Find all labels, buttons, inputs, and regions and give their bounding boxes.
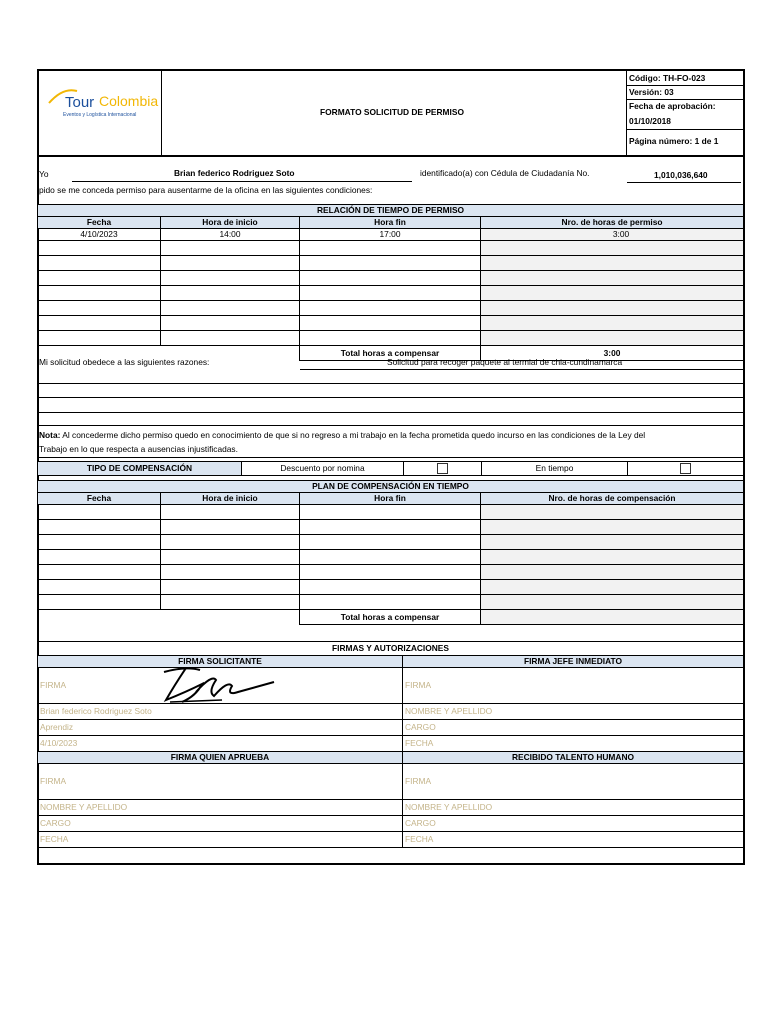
aprueba-cargo[interactable]: CARGO bbox=[38, 816, 403, 832]
permiso-section-title: RELACIÓN DE TIEMPO DE PERMISO bbox=[38, 205, 744, 217]
aprueba-firma-cell[interactable]: FIRMA bbox=[38, 764, 403, 800]
table-row bbox=[38, 520, 744, 535]
empty-cell[interactable] bbox=[161, 580, 300, 595]
razones-value[interactable]: Solicitud para recoger paquete al termial de chia-cundinamarca bbox=[387, 357, 623, 367]
svg-text:Colombia: Colombia bbox=[99, 93, 159, 109]
applicant-name: Brian federico Rodriguez Soto bbox=[174, 168, 295, 178]
empty-cell[interactable] bbox=[481, 256, 744, 271]
table-row bbox=[38, 316, 744, 331]
cell-nro-horas[interactable]: 3:00 bbox=[481, 229, 744, 241]
cell-fecha[interactable]: 4/10/2023 bbox=[38, 229, 161, 241]
table-row bbox=[38, 241, 744, 256]
empty-cell[interactable] bbox=[300, 301, 481, 316]
logo-cell bbox=[39, 71, 162, 155]
empty-cell[interactable] bbox=[161, 505, 300, 520]
version: Versión: 03 bbox=[629, 87, 674, 97]
col-fecha: Fecha bbox=[38, 217, 161, 229]
empty-cell[interactable] bbox=[38, 241, 161, 256]
descuento-checkbox[interactable] bbox=[437, 463, 448, 474]
talento-humano-title: RECIBIDO TALENTO HUMANO bbox=[403, 752, 744, 764]
empty-cell[interactable] bbox=[481, 301, 744, 316]
tipo-compensacion-label: TIPO DE COMPENSACIÓN bbox=[38, 462, 242, 476]
jefe-firma-label: FIRMA bbox=[405, 680, 432, 690]
empty-cell[interactable] bbox=[300, 256, 481, 271]
empty-cell[interactable] bbox=[300, 505, 481, 520]
empty-cell[interactable] bbox=[161, 301, 300, 316]
table-row bbox=[38, 595, 744, 610]
plan-section-title: PLAN DE COMPENSACIÓN EN TIEMPO bbox=[38, 481, 744, 493]
empty-cell[interactable] bbox=[161, 550, 300, 565]
empty-cell[interactable] bbox=[38, 580, 161, 595]
permiso-table bbox=[37, 204, 744, 361]
empty-cell[interactable] bbox=[481, 241, 744, 256]
empty-cell[interactable] bbox=[481, 316, 744, 331]
empty-cell[interactable] bbox=[481, 286, 744, 301]
empty-cell[interactable] bbox=[300, 595, 481, 610]
empty-cell[interactable] bbox=[38, 505, 161, 520]
plan-col-hora-fin: Hora fin bbox=[300, 493, 481, 505]
empty-cell[interactable] bbox=[481, 535, 744, 550]
empty-cell[interactable] bbox=[300, 580, 481, 595]
talento-firma-cell[interactable]: FIRMA bbox=[403, 764, 744, 800]
permiso-total-value[interactable]: 3:00 bbox=[481, 346, 744, 361]
empty-cell[interactable] bbox=[300, 286, 481, 301]
empty-cell[interactable] bbox=[38, 520, 161, 535]
empty-cell[interactable] bbox=[38, 535, 161, 550]
opt-tiempo-label: En tiempo bbox=[482, 462, 628, 476]
nota-text bbox=[39, 431, 645, 439]
svg-text:Tour: Tour bbox=[65, 94, 95, 111]
compensacion-table bbox=[37, 461, 744, 476]
cedula-number: 1,010,036,640 bbox=[654, 170, 708, 180]
sol-nombre[interactable]: Brian federico Rodriguez Soto bbox=[38, 704, 403, 720]
empty-cell[interactable] bbox=[481, 505, 744, 520]
pido-text: pido se me conceda permiso para ausentarme de la oficina en las siguientes condiciones: bbox=[39, 185, 373, 195]
aprueba-nombre[interactable]: NOMBRE Y APELLIDO bbox=[38, 800, 403, 816]
empty-cell[interactable] bbox=[300, 565, 481, 580]
empty-cell[interactable] bbox=[300, 271, 481, 286]
empty-cell[interactable] bbox=[481, 520, 744, 535]
talento-nombre[interactable]: NOMBRE Y APELLIDO bbox=[403, 800, 744, 816]
empty-cell[interactable] bbox=[161, 316, 300, 331]
fecha-aprobacion: 01/10/2018 bbox=[629, 116, 671, 126]
empty-cell[interactable] bbox=[38, 271, 161, 286]
jefe-fecha[interactable]: FECHA bbox=[403, 736, 744, 752]
razones-label: Mi solicitud obedece a las siguientes razones: bbox=[39, 357, 210, 367]
empty-cell[interactable] bbox=[161, 520, 300, 535]
empty-cell[interactable] bbox=[38, 331, 161, 346]
empty-cell[interactable] bbox=[481, 271, 744, 286]
empty-cell[interactable] bbox=[481, 331, 744, 346]
empty-cell[interactable] bbox=[300, 316, 481, 331]
opt-tiempo-cell bbox=[628, 462, 744, 476]
col-hora-inicio: Hora de inicio bbox=[161, 217, 300, 229]
permiso-total-label: Total horas a compensar bbox=[300, 346, 481, 361]
jefe-cargo[interactable]: CARGO bbox=[403, 720, 744, 736]
empty-cell[interactable] bbox=[300, 331, 481, 346]
svg-text:Eventos y Logística Internacio: Eventos y Logística Internacional bbox=[63, 112, 137, 118]
empty-cell[interactable] bbox=[161, 286, 300, 301]
jefe-firma-cell[interactable] bbox=[403, 668, 744, 704]
firma-aprueba-title: FIRMA QUIEN APRUEBA bbox=[38, 752, 403, 764]
empty-cell[interactable] bbox=[161, 271, 300, 286]
table-row bbox=[38, 331, 744, 346]
identificado-label: identificado(a) con Cédula de Ciudadanía No. bbox=[420, 168, 590, 178]
nota-label: Nota: bbox=[39, 430, 61, 440]
empty-cell[interactable] bbox=[38, 286, 161, 301]
empty-cell[interactable] bbox=[38, 595, 161, 610]
empty-cell[interactable] bbox=[38, 301, 161, 316]
table-row bbox=[38, 271, 744, 286]
table-row bbox=[38, 565, 744, 580]
empty-cell[interactable] bbox=[300, 520, 481, 535]
table-row bbox=[38, 229, 744, 241]
empty-cell[interactable] bbox=[300, 550, 481, 565]
plan-col-fecha: Fecha bbox=[38, 493, 161, 505]
sol-cargo[interactable]: Aprendiz bbox=[38, 720, 403, 736]
table-row bbox=[38, 301, 744, 316]
jefe-nombre[interactable]: NOMBRE Y APELLIDO bbox=[403, 704, 744, 720]
codigo: Código: TH-FO-023 bbox=[629, 73, 706, 83]
empty-cell[interactable] bbox=[161, 331, 300, 346]
form-header bbox=[37, 69, 745, 157]
opt-descuento-cell bbox=[404, 462, 482, 476]
firmas-section-title: FIRMAS Y AUTORIZACIONES bbox=[38, 642, 744, 656]
nota-line1: Al concederme dicho permiso quedo en conocimiento de que si no regreso a mi trabajo en la fecha prometida quedo incurso en las condiciones de la Ley del bbox=[60, 430, 646, 440]
plan-total-value[interactable] bbox=[481, 610, 744, 625]
col-hora-fin: Hora fin bbox=[300, 217, 481, 229]
sol-firma-label: FIRMA bbox=[40, 680, 67, 690]
talento-cargo[interactable]: CARGO bbox=[403, 816, 744, 832]
empty-cell[interactable] bbox=[481, 580, 744, 595]
plan-col-nro-horas: Nro. de horas de compensación bbox=[481, 493, 744, 505]
firma-jefe-title: FIRMA JEFE INMEDIATO bbox=[403, 656, 744, 668]
meta-cell bbox=[626, 71, 744, 155]
talento-fecha[interactable]: FECHA bbox=[403, 832, 744, 848]
table-row bbox=[38, 535, 744, 550]
page-number: Página número: 1 de 1 bbox=[629, 136, 719, 146]
sol-fecha[interactable]: 4/10/2023 bbox=[38, 736, 403, 752]
plan-table bbox=[37, 480, 744, 625]
form-title: FORMATO SOLICITUD DE PERMISO bbox=[320, 107, 464, 117]
empty-cell[interactable] bbox=[38, 565, 161, 580]
empty-cell[interactable] bbox=[481, 550, 744, 565]
empty-cell[interactable] bbox=[161, 256, 300, 271]
empty-cell[interactable] bbox=[38, 316, 161, 331]
cell-hora-inicio[interactable]: 14:00 bbox=[161, 229, 300, 241]
empty-cell[interactable] bbox=[161, 535, 300, 550]
table-row bbox=[38, 580, 744, 595]
empty-cell[interactable] bbox=[481, 565, 744, 580]
company-logo bbox=[43, 75, 165, 125]
empty-cell[interactable] bbox=[161, 595, 300, 610]
firma-solicitante-title: FIRMA SOLICITANTE bbox=[38, 656, 403, 668]
empty-cell[interactable] bbox=[300, 535, 481, 550]
empty-cell[interactable] bbox=[481, 595, 744, 610]
handwritten-signature bbox=[156, 668, 276, 704]
table-row bbox=[38, 550, 744, 565]
fecha-aprobacion-label: Fecha de aprobación: bbox=[629, 101, 716, 111]
nota-line2: Trabajo en lo que respecta a ausencias injustificadas. bbox=[39, 444, 238, 454]
sol-firma-cell[interactable] bbox=[38, 668, 403, 704]
plan-total-label: Total horas a compensar bbox=[300, 610, 481, 625]
empty-cell[interactable] bbox=[161, 241, 300, 256]
aprueba-fecha[interactable]: FECHA bbox=[38, 832, 403, 848]
table-row bbox=[38, 286, 744, 301]
empty-cell[interactable] bbox=[300, 241, 481, 256]
opt-descuento-label: Descuento por nomina bbox=[242, 462, 404, 476]
yo-label: Yo bbox=[39, 169, 49, 179]
table-row bbox=[38, 505, 744, 520]
empty-cell[interactable] bbox=[38, 550, 161, 565]
cell-hora-fin[interactable]: 17:00 bbox=[300, 229, 481, 241]
col-nro-horas: Nro. de horas de permiso bbox=[481, 217, 744, 229]
plan-col-hora-inicio: Hora de inicio bbox=[161, 493, 300, 505]
firmas-table bbox=[37, 641, 744, 848]
en-tiempo-checkbox[interactable] bbox=[680, 463, 691, 474]
empty-cell[interactable] bbox=[38, 256, 161, 271]
empty-cell[interactable] bbox=[161, 565, 300, 580]
table-row bbox=[38, 256, 744, 271]
